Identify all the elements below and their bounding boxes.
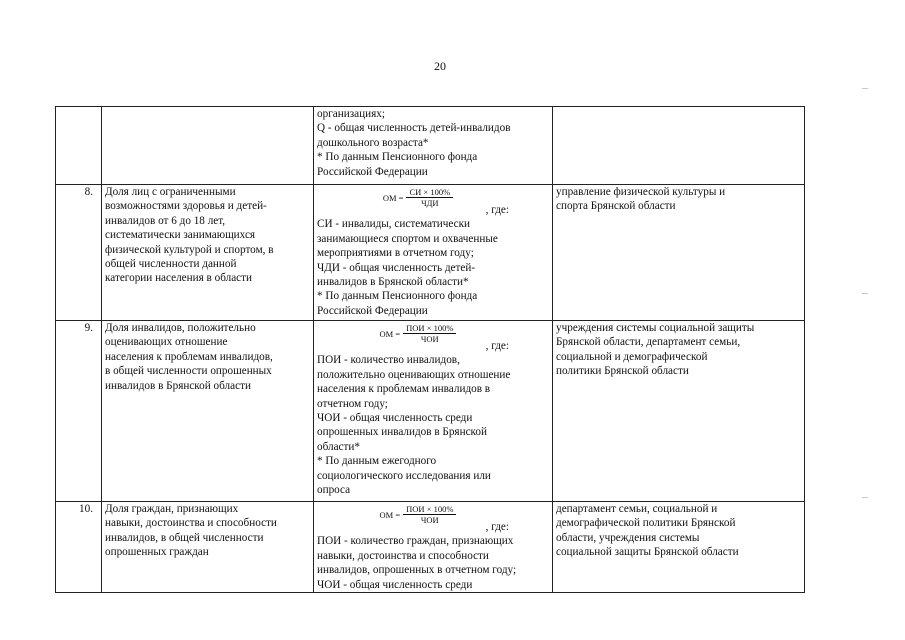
indicator-name-line: общей численности данной [105, 258, 237, 271]
page-number: 20 [434, 59, 446, 73]
formula-suffix: , где: [485, 340, 509, 352]
formula-denominator: ЧДИ [421, 198, 439, 208]
formula-denominator: ЧОИ [420, 334, 439, 344]
formula-description-line: населения к проблемам инвалидов в [317, 383, 491, 396]
responsible-line: области, учреждения системы [556, 531, 700, 544]
formula-description-line: опрошенных инвалидов в Брянской [317, 426, 487, 439]
formula-cell [314, 502, 553, 593]
indicator-name-line: физической культурой и спортом, в [105, 243, 274, 256]
responsible-line: демографической политики Брянской [556, 517, 736, 530]
formula-denominator: ЧОИ [420, 515, 439, 525]
indicator-name-line: оценивающих отношение [105, 336, 228, 349]
row-number: 8. [84, 186, 93, 198]
indicator-name-line: Доля граждан, признающих [105, 503, 239, 515]
indicator-name-line: инвалидов от 6 до 18 лет, [105, 214, 226, 227]
indicator-name-line: категории населения в области [105, 272, 253, 285]
formula-cell [314, 185, 553, 321]
formula-description-line: ЧДИ - общая численность детей- [317, 261, 476, 274]
indicator-name-cell [102, 502, 314, 593]
indicator-name-line: населения к проблемам инвалидов, [105, 350, 273, 363]
indicator-name-cell [102, 185, 314, 321]
formula-lhs: ОМ = [379, 328, 401, 339]
formula-description-line: области* [317, 440, 360, 453]
formula-description-line: Q - общая численность детей-инвалидов [317, 122, 511, 135]
formula-fraction [403, 323, 456, 344]
formula-description-line: Российской Федерации [317, 304, 428, 317]
responsible-line: учреждения системы социальной защиты [556, 322, 755, 334]
formula-lhs: ОМ = [379, 509, 401, 520]
formula-cell [314, 107, 553, 185]
responsible-line: Брянской области, департамент семьи, [556, 336, 741, 349]
formula-fraction [406, 187, 453, 208]
formula-description-line: ПОИ - количество инвалидов, [317, 354, 460, 367]
formula-description-line: навыки, достоинства и способности [317, 549, 489, 562]
formula-description-line: * По данным Пенсионного фонда [317, 290, 478, 303]
indicator-name-line: систематически занимающихся [105, 229, 256, 242]
indicator-name-line: опрошенных граждан [105, 546, 209, 559]
responsible-line: политики Брянской области [556, 365, 689, 378]
row-number-cell [56, 185, 102, 321]
indicator-name-line: Доля инвалидов, положительно [105, 322, 256, 334]
row-number: 9. [84, 322, 93, 334]
indicators-table [55, 106, 805, 593]
formula-description-line: отчетном году; [317, 397, 388, 410]
table-row [56, 185, 805, 321]
responsible-line: управление физической культуры и [556, 186, 726, 198]
table-body [56, 107, 805, 593]
table-row [56, 321, 805, 502]
formula-description-line: мероприятиями в отчетном году; [317, 247, 474, 260]
row-number-cell [56, 321, 102, 502]
formula-description-line: социологического исследования или [317, 469, 491, 482]
formula-description-line: организациях; [317, 108, 385, 120]
row-number-cell [56, 107, 102, 185]
formula-description-line: ЧОИ - общая численность среди [317, 412, 473, 425]
indicator-name-line: навыки, достоинства и способности [105, 517, 277, 530]
formula-suffix: , где: [485, 521, 509, 533]
formula-description-line: положительно оценивающих отношение [317, 368, 511, 381]
formula-description-line: опроса [317, 484, 351, 497]
row-number-cell [56, 502, 102, 593]
scan-mark [862, 88, 868, 89]
formula-fraction [403, 504, 456, 525]
table-row [56, 107, 805, 185]
formula-description-line: ЧОИ - общая численность среди [317, 578, 473, 591]
formula-description-line: ПОИ - количество граждан, признающих [317, 535, 514, 548]
scan-mark [862, 497, 868, 498]
responsible-line: социальной защиты Брянской области [556, 546, 739, 559]
indicator-name-line: Доля лиц с ограниченными [105, 186, 236, 198]
indicator-name-line: в общей численности опрошенных [105, 365, 272, 378]
indicator-name-line: возможностями здоровья и детей- [105, 200, 267, 213]
formula-lhs: ОМ = [382, 192, 404, 203]
formula-description-line: дошкольного возраста* [317, 136, 429, 149]
formula-numerator: ПОИ × 100% [403, 323, 456, 334]
responsible-line: спорта Брянской области [556, 200, 676, 213]
indicator-name-line: инвалидов, в общей численности [105, 531, 264, 544]
responsible-line: социальной и демографической [556, 350, 708, 363]
indicator-name-cell [102, 321, 314, 502]
indicator-name-cell [102, 107, 314, 185]
formula-description-line: инвалидов, опрошенных в отчетном году; [317, 564, 517, 577]
row-number: 10. [79, 503, 93, 515]
formula-cell [314, 321, 553, 502]
indicator-name-line: инвалидов в Брянской области [105, 379, 251, 392]
table-row [56, 502, 805, 593]
responsible-cell [553, 107, 805, 185]
responsible-line: департамент семьи, социальной и [556, 503, 718, 515]
formula-description-line: занимающиеся спортом и охваченные [317, 232, 498, 245]
formula-description-line: СИ - инвалиды, систематически [317, 218, 470, 231]
responsible-cell [553, 185, 805, 321]
responsible-cell [553, 502, 805, 593]
formula-description-line: инвалидов в Брянской области* [317, 276, 469, 289]
formula-description-line: Российской Федерации [317, 165, 428, 178]
formula-numerator: СИ × 100% [406, 187, 453, 198]
formula-description-line: * По данным ежегодного [317, 455, 437, 468]
formula-numerator: ПОИ × 100% [403, 504, 456, 515]
formula-description-line: * По данным Пенсионного фонда [317, 151, 478, 164]
responsible-cell [553, 321, 805, 502]
formula-suffix: , где: [485, 204, 509, 216]
scan-mark [862, 293, 868, 294]
